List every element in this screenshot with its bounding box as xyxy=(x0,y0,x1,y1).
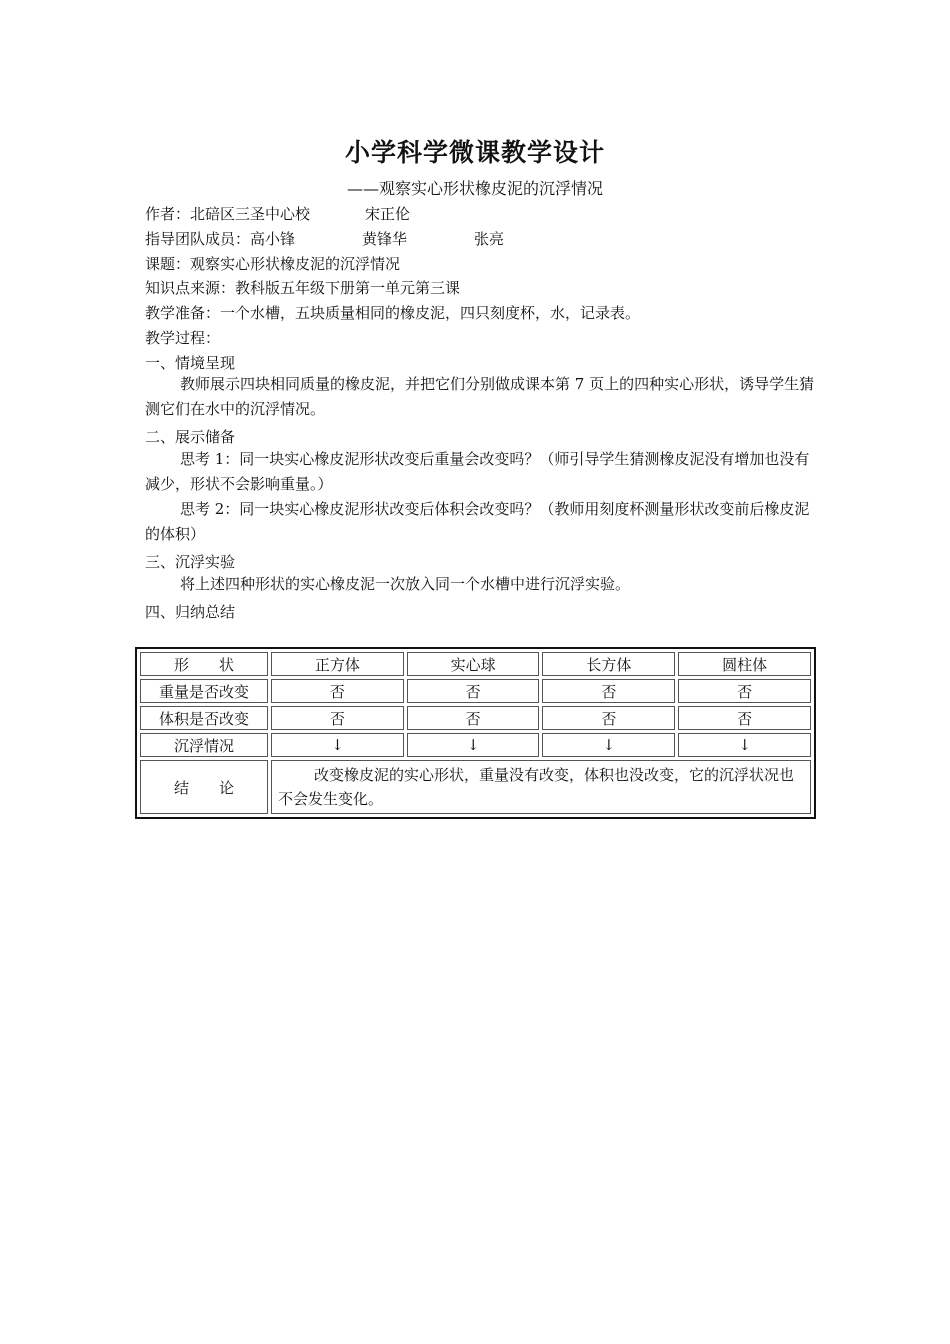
prep-line: 教学准备：一个水槽，五块质量相同的橡皮泥，四只刻度杯，水，记录表。 xyxy=(145,304,641,322)
table-cell: 否 xyxy=(678,706,811,730)
conclusion-text: 改变橡皮泥的实心形状，重量没有改变，体积也没改变，它的沉浮状况也不会发生变化。 xyxy=(271,760,811,814)
section-3-heading: 三、沉浮实验 xyxy=(145,553,236,571)
table-cell: 否 xyxy=(542,679,675,703)
team-line xyxy=(145,228,504,249)
table-header-cell: 长方体 xyxy=(542,652,675,676)
team-member-3: 张亮 xyxy=(474,230,505,248)
section-2-think-1: 思考 1：同一块实心橡皮泥形状改变后重量会改变吗？（师引导学生猜测橡皮泥没有增加也没有减少，形状不会影响重量。） xyxy=(145,450,810,493)
table-cell-arrow: ↓ xyxy=(271,733,404,757)
section-2-think-2: 思考 2：同一块实心橡皮泥形状改变后体积会改变吗？（教师用刻度杯测量形状改变前后橡皮泥的体积） xyxy=(145,500,810,543)
document-subtitle: ——观察实心形状橡皮泥的沉浮情况 xyxy=(346,179,603,198)
section-4-heading: 四、归纳总结 xyxy=(145,603,236,621)
conclusion-label: 结 论 xyxy=(140,760,268,814)
table-row-label: 重量是否改变 xyxy=(140,679,268,703)
author-label: 作者：北碚区三圣中心校 xyxy=(145,205,311,223)
table-cell-arrow: ↓ xyxy=(542,733,675,757)
table-header-cell: 形 状 xyxy=(140,652,268,676)
table-cell: 否 xyxy=(271,679,404,703)
table-row xyxy=(140,733,811,757)
topic-line: 课题：观察实心形状橡皮泥的沉浮情况 xyxy=(145,255,401,273)
table-header-cell: 正方体 xyxy=(271,652,404,676)
table-cell: 否 xyxy=(407,679,540,703)
author-line xyxy=(145,203,410,224)
section-3-text: 将上述四种形状的实心橡皮泥一次放入同一个水槽中进行沉浮实验。 xyxy=(180,575,631,593)
table-cell: 否 xyxy=(678,679,811,703)
table-cell: 否 xyxy=(542,706,675,730)
table-header-row xyxy=(140,652,811,676)
table-header-cell: 实心球 xyxy=(407,652,540,676)
table-row-label: 体积是否改变 xyxy=(140,706,268,730)
section-2-heading: 二、展示储备 xyxy=(145,428,236,446)
section-1-text: 教师展示四块相同质量的橡皮泥，并把它们分别做成课本第 7 页上的四种实心形状，诱导学生猜测它们在水中的沉浮情况。 xyxy=(145,375,815,418)
summary-table xyxy=(135,647,816,819)
source-line: 知识点来源：教科版五年级下册第一单元第三课 xyxy=(145,279,461,297)
section-1-heading: 一、情境呈现 xyxy=(145,354,236,372)
table-cell: 否 xyxy=(271,706,404,730)
table-row xyxy=(140,679,811,703)
table-cell-arrow: ↓ xyxy=(678,733,811,757)
document-title: 小学科学微课教学设计 xyxy=(344,138,605,167)
author-name: 宋正伦 xyxy=(365,205,411,223)
team-member-2: 黄锋华 xyxy=(362,230,408,248)
table-cell-arrow: ↓ xyxy=(407,733,540,757)
table-header-cell: 圆柱体 xyxy=(678,652,811,676)
team-label: 指导团队成员：高小锋 xyxy=(145,230,296,248)
table-conclusion-row xyxy=(140,760,811,814)
process-line: 教学过程： xyxy=(145,329,221,347)
table-row xyxy=(140,706,811,730)
table-cell: 否 xyxy=(407,706,540,730)
table-row-label: 沉浮情况 xyxy=(140,733,268,757)
